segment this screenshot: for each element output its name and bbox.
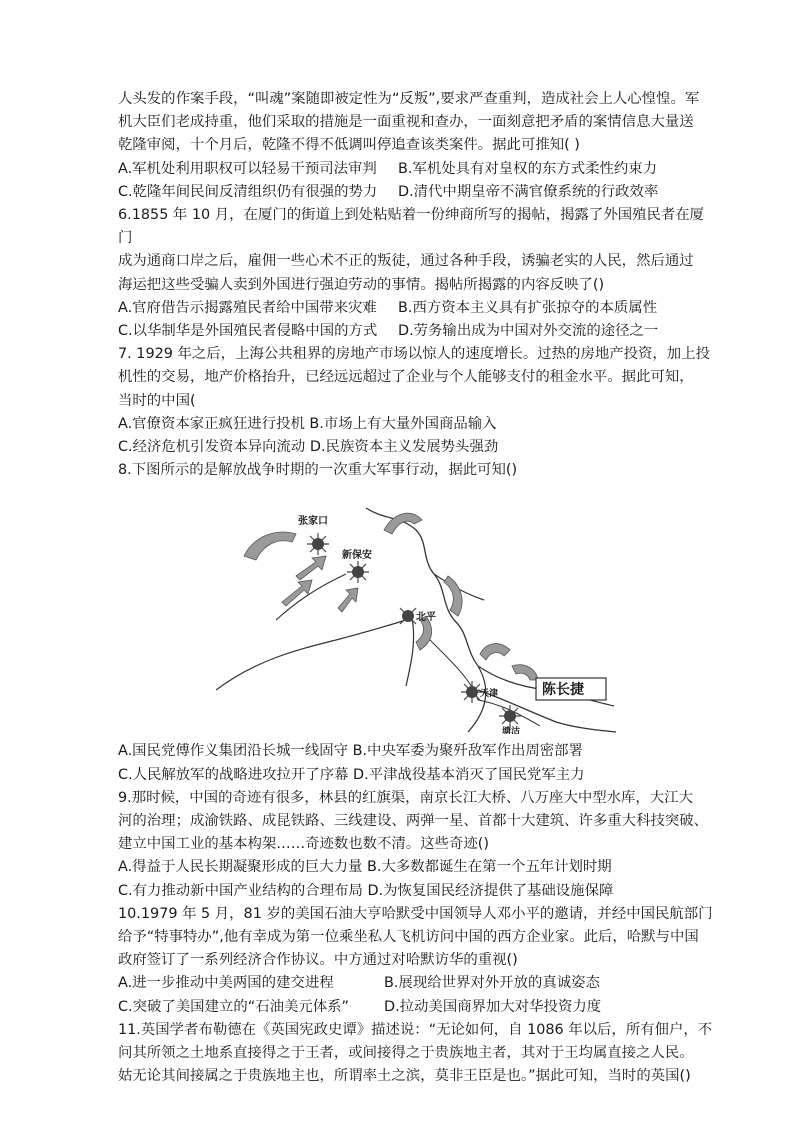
- q5-line-1: 人头发的作案手段，“叫魂”案随即被定性为“反叛”,要求严查重判，造成社会上人心惶惶。军: [118, 91, 700, 107]
- map-drawing: [216, 490, 618, 734]
- q11-line-3: 姑无论其间接属之于贵族地主也，所谓率土之滨，莫非王臣是也。”据此可知，当时的英国(): [118, 1068, 691, 1085]
- q11-line-1: 11.英国学者布勒德在《英国宪政史谭》描述说：“无论如何，自 1086 年以后，所有佃户，不: [118, 1021, 713, 1038]
- q8-line-1: 8.下图所示的是解放战争时期的一次重大军事行动，据此可知(): [118, 462, 518, 479]
- q10-options-row-1: [118, 972, 718, 995]
- q10-line-1: 10.1979 年 5 月，81 岁的美国石油大亨哈默受中国领导人邓小平的邀请，并经中国民航部门: [118, 905, 713, 922]
- q8-option-cd: C.人民解放军的战略进攻拉开了序幕 D.平津战役基本消灭了国民党军主力: [118, 766, 585, 783]
- q6-options-row-2: [118, 320, 718, 343]
- label-xinbaoan: 新保安: [342, 550, 372, 562]
- q6-option-d: D.劳务输出成为中国对外交流的途径之一: [398, 323, 659, 340]
- q5-option-b: B.军机处具有对皇权的东方式柔性约束力: [398, 160, 658, 177]
- q5-option-c: C.乾隆年间民间反清组织仍有很强的势力: [118, 183, 378, 200]
- pingjin-campaign-map: [216, 490, 618, 734]
- q10-option-b: B.展现给世界对外开放的真诚姿态: [384, 975, 600, 992]
- q6-line-1: 6.1855 年 10 月，在厦门的街道上到处粘贴着一份绅商所写的揭帖，揭露了外国殖民者在厦门: [118, 207, 705, 247]
- exam-page: [118, 88, 718, 1089]
- q10-line-2: 给予“特事特办”,他有幸成为第一位乘坐私人飞机访问中国的西方企业家。此后，哈默与中国: [118, 929, 699, 946]
- q9-option-cd: C.有力推动新中国产业结构的合理布局 D.为恢复国民经济提供了基础设施保障: [118, 882, 614, 899]
- q8-option-ab: A.国民党傅作义集团沿长城一线固守 B.中央军委为聚歼敌军作出周密部署: [118, 743, 583, 760]
- q6-options-row-1: [118, 297, 718, 320]
- q7-line-2: 机性的交易，地产价格抬升，已经远远超过了企业与个人能够支付的租金水平。据此可知，: [118, 369, 694, 386]
- q5-line-3: 乾隆审阅，十个月后，乾隆不得不低调叫停追查该类案件。据此可推知( ): [118, 137, 580, 154]
- q5-option-d: D.清代中期皇帝不满官僚系统的行政效率: [398, 183, 659, 200]
- label-beiping: 北平: [416, 612, 436, 624]
- q9-option-ab: A.得益于人民长期凝聚形成的巨大力量 B.大多数都诞生在第一个五年计划时期: [118, 859, 612, 876]
- q9-line-3: 建立中国工业的基本构架……奇迹数也数不清。这些奇迹(): [118, 836, 489, 853]
- q10-option-a: A.进一步推动中美两国的建交进程: [118, 975, 334, 992]
- q5-options-row-1: [118, 158, 718, 181]
- q5-options-row-2: [118, 181, 718, 204]
- q6-option-a: A.官府借告示揭露殖民者给中国带来灾难: [118, 299, 377, 316]
- q7-option-ab: A.官僚资本家正疯狂进行投机 B.市场上有大量外国商品输入: [118, 415, 497, 432]
- q7-line-1: 7. 1929 年之后，上海公共租界的房地产市场以惊人的速度增长。过热的房地产投资，加上投: [118, 346, 710, 363]
- q6-option-b: B.西方资本主义具有扩张掠夺的本质属性: [398, 299, 658, 316]
- q9-line-1: 9.那时候，中国的奇迹有很多，林县的红旗渠，南京长江大桥、八万座大中型水库，大江大: [118, 789, 693, 806]
- q6-line-3: 海运把这些受骗人卖到外国进行强迫劳动的事情。揭帖所揭露的内容反映了(): [118, 276, 605, 293]
- q5-line-2: 机大臣们老成持重，他们采取的措施是一面重视和查办，一面刻意把矛盾的案情信息大量送: [118, 114, 694, 131]
- attack-arrows: [244, 514, 538, 681]
- label-chen-changjie: 陈长捷: [542, 682, 584, 699]
- q10-options-row-2: [118, 996, 718, 1019]
- q10-option-c: C.突破了美国建立的“石油美元体系”: [118, 998, 350, 1015]
- q10-line-3: 政府签订了一系列经济合作协议。中方通过对哈默访华的重视(): [118, 952, 518, 969]
- q7-line-3: 当时的中国(: [118, 392, 196, 409]
- q7-option-cd: C.经济危机引发资本异向流动 D.民族资本主义发展势头强劲: [118, 439, 499, 456]
- q5-option-a: A.军机处利用职权可以轻易干预司法审判: [118, 160, 377, 177]
- q6-line-2: 成为通商口岸之后，雇佣一些心术不正的叛徒，通过各种手段，诱骗老实的人民，然后通过: [118, 253, 694, 270]
- q9-line-2: 河的治理；成渝铁路、成昆铁路、三线建设、两弹一星、首都十大建筑、许多重大科技突破、: [118, 813, 709, 830]
- q11-line-2: 问其所领之土地系直接得之于王者，或间接得之于贵族地主者，其对于王均属直接之人民。: [118, 1045, 694, 1062]
- label-tanggu: 塘沽: [502, 727, 521, 735]
- q6-option-c: C.以华制华是外国殖民者侵略中国的方式: [118, 323, 378, 340]
- label-tianjin: 天津: [480, 689, 499, 700]
- q10-option-d: D.拉动美国商界加大对华投资力度: [384, 998, 602, 1015]
- label-zhangjiakou: 张家口: [298, 516, 328, 528]
